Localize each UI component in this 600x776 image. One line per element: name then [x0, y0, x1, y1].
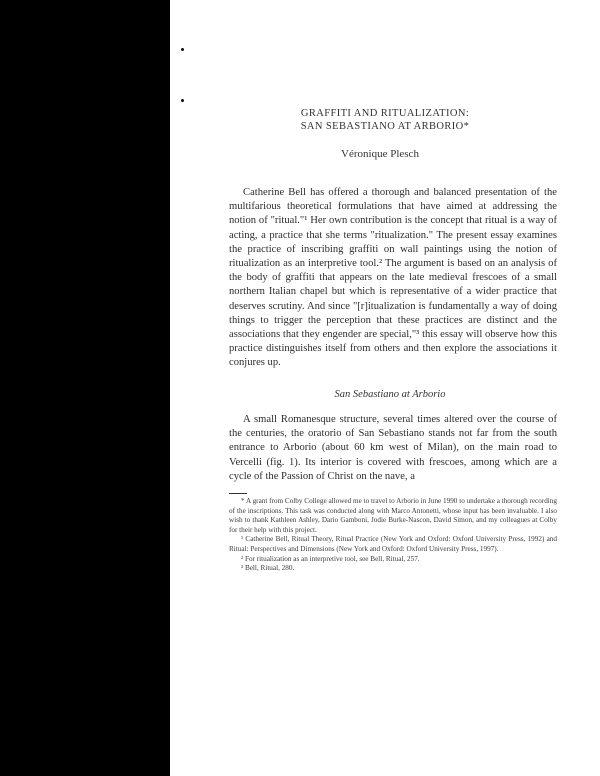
paragraph-intro [229, 186, 557, 371]
footnote: * A grant from Colby College allowed me to travel to Arborio in June 1990 to undertake a thorough recording of the inscriptions. This task was conducted along with Marco Antonetti, whose input has been invaluable. I also wish to thank Kathleen Ashley, Dario Gamboni, Jodie Burke-Nascon, David Simon, and my colleagues at Colby for their help with this project. [229, 497, 557, 534]
paragraph-section-text: A small Romanesque structure, several times altered over the course of the centuries, the oratorio of San Sebastiano stands not far from the south entrance to Arborio (about 60 km west of Milan), on the main road to Vercelli (fig. 1). Its interior is covered with frescoes, among which are a cycle of the Passion of Christ on the nave, a [229, 414, 557, 482]
margin-mark [181, 99, 184, 102]
margin-mark [181, 48, 184, 51]
article-title-line-2: SAN SEBASTIANO AT ARBORIO* [300, 121, 470, 132]
author-name: Véronique Plesch [341, 148, 419, 160]
paragraph-intro-text: Catherine Bell has offered a thorough and balanced presentation of the multifarious theoretical formulations that have aimed at addressing the notion of "ritual."¹ Her own contribution is the concept that ritual is a way of acting, a practice that she terms "ritualization." The present essay examines the practice of inscribing graffiti on wall paintings using the notion of ritualization as an interpretive tool.² The argument is based on an analysis of the body of graffiti that appears on the late medieval frescoes of a small northern Italian chapel but which is representative of a wider practice that deserves scrutiny. And since "[r]itualization is fundamentally a way of doing things to trigger the perception that these practices are distinct and the associations that they engender are special,"³ this essay will observe how this practice distinguishes itself from others and then explore the associations it conjures up. [229, 187, 557, 369]
footnote: ¹ Catherine Bell, Ritual Theory, Ritual Practice (New York and Oxford: Oxford University Press, 1992) and Ritual: Perspectives and Dimensions (New York and Oxford: Oxford University Press, 1997). [229, 535, 557, 553]
footnote: ³ Bell, Ritual, 280. [241, 564, 295, 573]
footnote-rule [229, 493, 247, 494]
section-heading: San Sebastiano at Arborio [334, 389, 446, 400]
footnotes [229, 497, 557, 574]
paragraph-section [229, 413, 557, 484]
article-title-line-1: GRAFFITI AND RITUALIZATION: [300, 108, 470, 119]
footnote: ² For ritualization as an interpretive tool, see Bell, Ritual, 257. [241, 554, 420, 563]
